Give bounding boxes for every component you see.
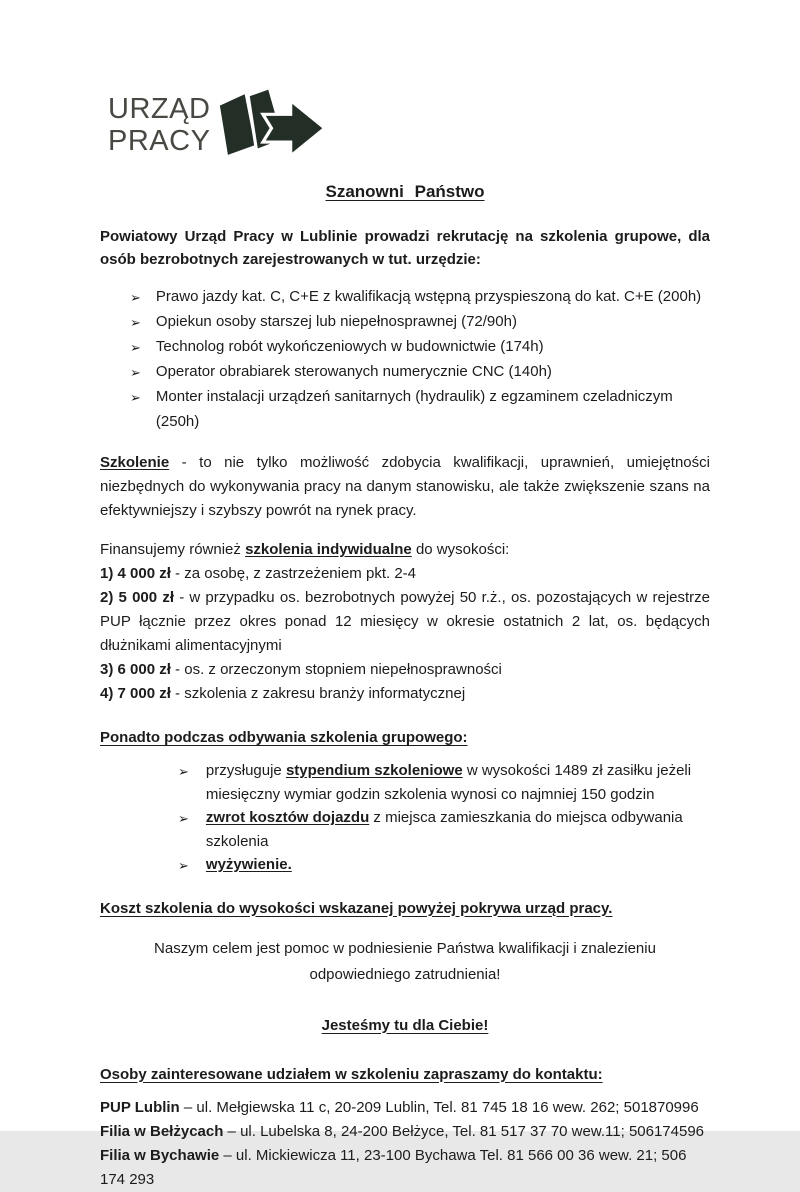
financing-intro [100, 538, 710, 562]
arrow-bullet-icon: ➢ [178, 811, 189, 826]
amount-desc: - w przypadku os. bezrobotnych powyżej 50 r.ż., os. pozostających w rejestrze PUP łącznie przez okres ponad 12 miesięcy w okresie ostatnich 2 lat, os. będących dłużnikami alimentacyjnymi [100, 589, 710, 654]
amount: 5 000 zł [118, 589, 174, 606]
page-title: Szanowni Państwo [325, 182, 485, 201]
logo-text-line1: URZĄD [108, 93, 211, 125]
contact-details: – ul. Mełgiewska 11 c, 20-209 Lublin, Tel. 81 745 18 16 wew. 262; 501870996 [179, 1098, 699, 1116]
szkolenie-definition: - to nie tylko możliwość zdobycia kwalifikacji, uprawnień, umiejętności niezbędnych do wykonywania pracy na danym stanowisku, ale także zwiększenie szans na efektywniejszy i szybszy powrót na rynek pracy. [100, 454, 710, 519]
item-number: 2) [100, 589, 119, 606]
logo-text-line2: PRACY [108, 125, 211, 157]
benefit-term: wyżywienie. [205, 856, 292, 873]
training-label: Operator obrabiarek sterowanych numerycznie CNC (140h) [155, 363, 552, 380]
amount: 6 000 zł [117, 661, 171, 678]
financing-item [100, 562, 710, 586]
arrow-bullet-icon: ➢ [130, 315, 141, 330]
amount-desc: - os. z orzeczonym stopniem niepełnosprawności [170, 661, 502, 678]
arrow-bullet-icon: ➢ [178, 858, 189, 873]
benefit-text [206, 853, 292, 877]
slogan: Jesteśmy tu dla Ciebie! [321, 1016, 489, 1034]
list-item [178, 806, 710, 853]
contact-details: – ul. Lubelska 8, 24-200 Bełżyce, Tel. 81 517 37 70 wew.11; 506174596 [223, 1122, 705, 1140]
list-item [130, 384, 710, 434]
item-number: 1) [100, 565, 118, 582]
benefit-text [206, 759, 710, 806]
amount-desc: - szkolenia z zakresu branży informatycznej [170, 685, 466, 702]
financing-intro-text: Finansujemy również [100, 541, 246, 558]
arrow-bullet-icon: ➢ [130, 290, 141, 305]
contact-name: Filia w Bełżycach [100, 1122, 224, 1140]
contact-row [100, 1120, 710, 1144]
item-number: 4) [100, 685, 118, 702]
list-item [178, 759, 710, 806]
intro-paragraph: Powiatowy Urząd Pracy w Lublinie prowadzi rekrutację na szkolenia grupowe, dla osób bezrobotnych zarejestrowanych w tut. urzędzie: [100, 228, 710, 268]
contact-name: PUP Lublin [100, 1098, 180, 1116]
individual-trainings-term: szkolenia indywidualne [245, 541, 412, 558]
benefit-before: przysługuje [205, 762, 286, 779]
contact-name: Filia w Bychawie [100, 1146, 220, 1164]
urzad-pracy-logo [108, 86, 710, 164]
trainings-list [100, 284, 710, 434]
contact-details: – ul. Mickiewicza 11, 23-100 Bychawa Tel. 81 566 00 36 wew. 21; 506 174 293 [100, 1146, 687, 1188]
benefit-text [206, 806, 710, 853]
benefit-after: z miejsca zamieszkania do miejsca odbywania szkolenia [205, 809, 683, 850]
training-label: Monter instalacji urządzeń sanitarnych (hydraulik) z egzaminem czeladniczym (250h) [155, 388, 673, 430]
financing-intro-tail: do wysokości: [411, 541, 510, 558]
group-benefits-heading: Ponadto podczas odbywania szkolenia grupowego: [100, 729, 468, 746]
contact-row [100, 1096, 710, 1120]
logo-text [108, 93, 210, 157]
contact-row [100, 1144, 710, 1192]
training-label: Technolog robót wykończeniowych w budownictwie (174h) [155, 338, 544, 355]
cost-note-heading: Koszt szkolenia do wysokości wskazanej powyżej pokrywa urząd pracy. [100, 899, 613, 917]
financing-item [100, 682, 710, 706]
list-item [130, 309, 710, 334]
amount: 7 000 zł [117, 685, 171, 702]
list-item [130, 359, 710, 384]
urzad-pracy-arrow-icon [216, 86, 328, 164]
goal-paragraph: Naszym celem jest pomoc w podniesienie Państwa kwalifikacji i znalezieniu odpowiedniego zatrudnienia! [154, 939, 656, 983]
training-label: Opiekun osoby starszej lub niepełnosprawnej (72/90h) [155, 313, 517, 330]
contact-heading: Osoby zainteresowane udziałem w szkoleniu zapraszamy do kontaktu: [100, 1065, 603, 1083]
training-label: Prawo jazdy kat. C, C+E z kwalifikacją wstępną przyspieszoną do kat. C+E (200h) [155, 288, 702, 305]
benefit-term: zwrot kosztów dojazdu [205, 809, 370, 826]
list-item [130, 334, 710, 359]
benefit-after: w wysokości 1489 zł zasiłku jeżeli miesięczny wymiar godzin szkolenia wynosi co najmniej 150 godzin [205, 762, 692, 803]
item-number: 3) [100, 661, 118, 678]
financing-item [100, 658, 710, 682]
list-item [178, 853, 710, 877]
arrow-bullet-icon: ➢ [130, 340, 141, 355]
arrow-bullet-icon: ➢ [130, 390, 141, 405]
arrow-bullet-icon: ➢ [178, 764, 189, 779]
szkolenie-paragraph [100, 451, 710, 523]
financing-section [100, 538, 710, 706]
contacts-list [100, 1096, 710, 1192]
financing-item [100, 586, 710, 658]
benefit-term: stypendium szkoleniowe [285, 762, 463, 779]
arrow-bullet-icon: ➢ [130, 365, 141, 380]
amount-desc: - za osobę, z zastrzeżeniem pkt. 2-4 [170, 565, 416, 582]
list-item [130, 284, 710, 309]
group-benefits-list [100, 759, 710, 877]
szkolenie-term: Szkolenie [100, 454, 170, 471]
amount: 4 000 zł [117, 565, 171, 582]
